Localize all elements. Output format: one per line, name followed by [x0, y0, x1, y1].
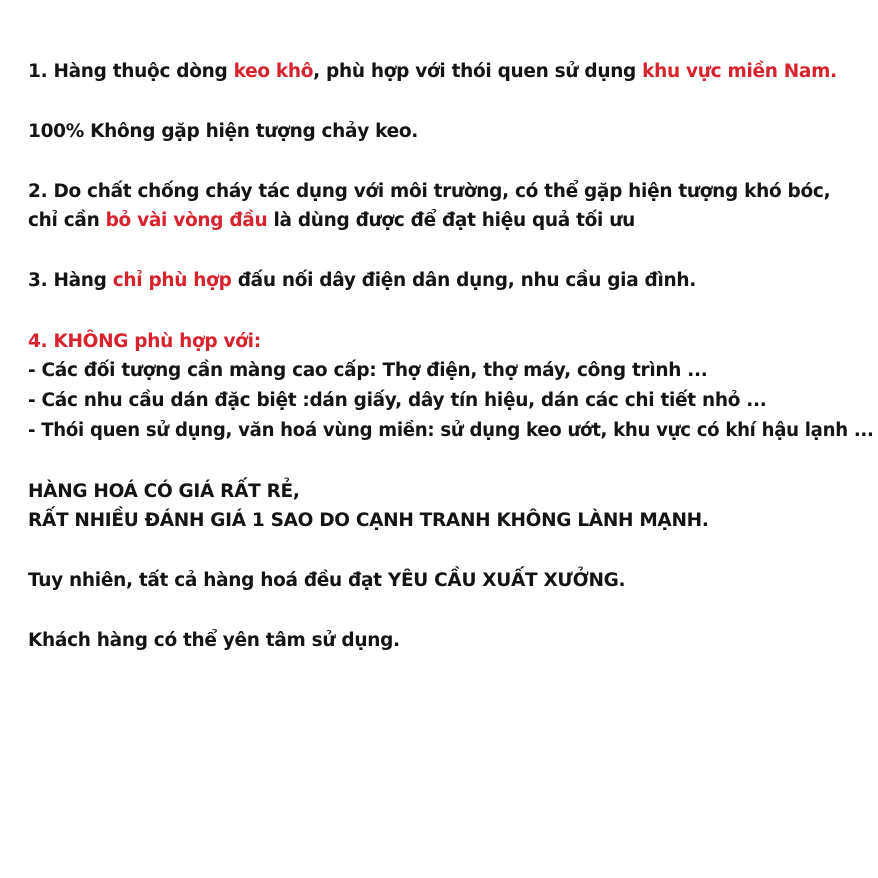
- no-leak-statement: 100% Không gặp hiện tượng chảy keo.: [28, 121, 419, 142]
- item-2-line-2-suffix: là dùng được để đạt hiệu quả tối ưu: [267, 210, 635, 231]
- item-1-prefix: 1. Hàng thuộc dòng: [28, 61, 234, 82]
- item-2-highlight-remove-first-rounds: bỏ vài vòng đầu: [105, 210, 268, 231]
- item-3-highlight-only-suitable: chỉ phù hợp: [112, 270, 232, 291]
- item-4-bullet-1: - Các đối tượng cần màng cao cấp: Thợ điện, thợ máy, công trình ...: [28, 360, 708, 381]
- item-1-middle: , phù hợp với thói quen sử dụng: [313, 61, 643, 82]
- item-4-heading: 4. KHÔNG phù hợp với:: [28, 331, 261, 352]
- item-1-highlight-dry-glue: keo khô: [233, 61, 314, 82]
- item-2-line-2-prefix: chỉ cần: [28, 210, 106, 231]
- item-2-line-1: 2. Do chất chống cháy tác dụng với môi trường, có thể gặp hiện tượng khó bóc,: [28, 181, 831, 202]
- item-3-line: [28, 269, 696, 293]
- item-1-line: [28, 60, 837, 84]
- item-4-bullet-2: - Các nhu cầu dán đặc biệt :dán giấy, dây tín hiệu, dán các chi tiết nhỏ ...: [28, 390, 767, 411]
- quality-notice: Tuy nhiên, tất cả hàng hoá đều đạt YÊU CẦU XUẤT XƯỞNG.: [28, 570, 626, 591]
- price-notice-line-1: HÀNG HOÁ CÓ GIÁ RẤT RẺ,: [28, 481, 300, 502]
- item-1-highlight-south-region: khu vực miền Nam.: [642, 61, 837, 82]
- item-2-line-2: [28, 209, 635, 233]
- closing-statement: Khách hàng có thể yên tâm sử dụng.: [28, 630, 400, 651]
- price-notice-line-2: RẤT NHIỀU ĐÁNH GIÁ 1 SAO DO CẠNH TRANH KHÔNG LÀNH MẠNH.: [28, 510, 709, 531]
- item-3-suffix: đấu nối dây điện dân dụng, nhu cầu gia đình.: [231, 270, 696, 291]
- item-3-prefix: 3. Hàng: [28, 270, 113, 291]
- item-4-bullet-3: - Thói quen sử dụng, văn hoá vùng miền: sử dụng keo ướt, khu vực có khí hậu lạnh ...: [28, 420, 874, 441]
